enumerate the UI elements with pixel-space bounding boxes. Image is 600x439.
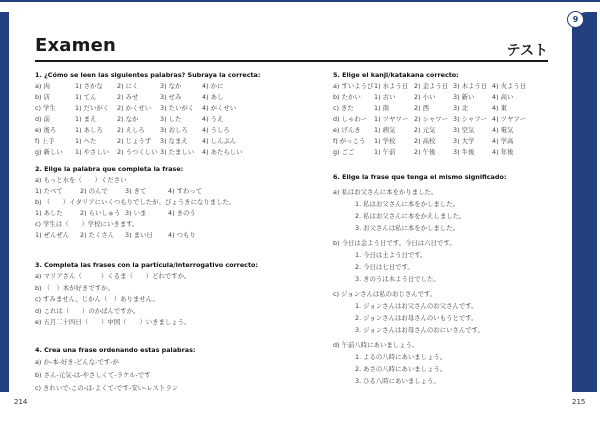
answer-option: 1) たべて bbox=[35, 187, 63, 195]
answer-option: 2) らいしゅう bbox=[80, 209, 121, 217]
q5-table bbox=[333, 81, 581, 158]
answer-option: 4) きのう bbox=[168, 209, 196, 217]
answer-option: 4) うしろ bbox=[202, 126, 230, 134]
answer-option: 1) まえ bbox=[75, 115, 97, 123]
answer-option: 3) いま bbox=[125, 209, 147, 217]
q5-row-label: g) ごご bbox=[333, 148, 355, 156]
answer-option: 3) せみ bbox=[160, 93, 182, 101]
q6-choices bbox=[355, 198, 581, 234]
q5-row-label: e) げんき bbox=[333, 126, 361, 134]
answer-option: 1) 学校 bbox=[374, 137, 396, 145]
answer-option: 2) 金よう日 bbox=[414, 82, 449, 90]
answer-choice: 2. 私はお父さんに本をかえしました。 bbox=[355, 212, 466, 220]
q1-heading: 1. ¿Cómo se leen las siguientes palabras? Subraya la correcta: bbox=[35, 71, 261, 79]
answer-option: 4) 学高 bbox=[492, 137, 514, 145]
answer-option: 2) うつくしい bbox=[117, 148, 158, 156]
answer-option: 3) 空気 bbox=[453, 126, 475, 134]
answer-option: 3) たいがく bbox=[160, 104, 195, 112]
q5-row-label: d) しゃわー bbox=[333, 115, 368, 123]
q6-prompt: d) 午前八時にあいましょう。 bbox=[333, 341, 419, 349]
answer-option: 3) おしろ bbox=[160, 126, 188, 134]
q3-sentence: d) これは（ ）のかばんですか。 bbox=[35, 306, 140, 315]
answer-option: 3) 牛後 bbox=[453, 148, 475, 156]
q2-options bbox=[35, 208, 291, 219]
answer-choice: 3. ひる八時にあいましょう。 bbox=[355, 377, 440, 385]
answer-option: 4) かに bbox=[202, 82, 224, 90]
answer-option: 1) 古い bbox=[374, 93, 396, 101]
q6-item bbox=[333, 186, 581, 234]
answer-option: 2) かくせい bbox=[117, 104, 152, 112]
q3-sentence: a) マリアさん（ ）くるま（ ）どれですか。 bbox=[35, 272, 191, 280]
answer-option: 2) にく bbox=[117, 82, 139, 90]
answer-option: 2) えしろ bbox=[117, 126, 145, 134]
answer-option: 4) 年後 bbox=[492, 148, 514, 156]
answer-option: 4) 電気 bbox=[492, 126, 514, 134]
answer-choice: 1. よるの八時にあいましょう。 bbox=[355, 353, 447, 361]
answer-option: 3) 新い bbox=[453, 93, 475, 101]
q5-row-label: c) きた bbox=[333, 104, 354, 112]
answer-option: 1) へた bbox=[75, 137, 97, 145]
answer-choice: 2. あさの八時にあいましょう。 bbox=[355, 365, 447, 373]
q6-item bbox=[333, 339, 581, 387]
answer-option: 3) 北 bbox=[453, 104, 468, 112]
answer-choice: 1. ジョンさんはお父さんのお父さんです。 bbox=[355, 302, 478, 310]
answer-option: 2) 小い bbox=[414, 93, 436, 101]
answer-option: 3) なか bbox=[160, 82, 182, 90]
answer-option: 4) うえ bbox=[202, 115, 224, 123]
q6-item bbox=[333, 237, 581, 285]
answer-option: 2) じょうず bbox=[117, 137, 152, 145]
answer-option: 2) 西 bbox=[414, 104, 429, 112]
q1-row-label: c) 学生 bbox=[35, 104, 56, 112]
answer-option: 1) てん bbox=[75, 93, 97, 101]
q1-row-label: g) 新しい bbox=[35, 148, 63, 156]
answer-option: 1) あしろ bbox=[75, 126, 103, 134]
page-title-examen: Examen bbox=[35, 35, 117, 56]
answer-option: 1) 午前 bbox=[374, 148, 396, 156]
answer-option: 1) ぜんぜん bbox=[35, 231, 70, 239]
q2-options bbox=[35, 230, 291, 241]
page-number-left: 214 bbox=[14, 398, 28, 406]
q6-heading: 6. Elige la frase que tenga el mismo significado: bbox=[333, 173, 507, 181]
right-page-content bbox=[333, 70, 581, 387]
q1-row-label: d) 前 bbox=[35, 115, 50, 123]
page-number-right: 215 bbox=[572, 398, 586, 406]
q6-choices bbox=[355, 351, 581, 387]
answer-choice: 1. 私はお父さんに本をかしました。 bbox=[355, 200, 459, 208]
q4-section bbox=[35, 345, 291, 395]
q6-prompt: b) 今日は金よう日です。今日は六日です。 bbox=[333, 239, 456, 247]
answer-choice: 2. 今日は七日です。 bbox=[355, 263, 414, 271]
answer-option: 3) した bbox=[160, 115, 182, 123]
q2-prompt: a) もっと水を（ ）ください bbox=[35, 176, 127, 184]
answer-option: 4) あし bbox=[202, 93, 224, 101]
q1-row-label: a) 肉 bbox=[35, 82, 50, 90]
answer-option: 3) きて bbox=[125, 187, 147, 195]
q6-prompt: a) 私はお父さんに本をかりました。 bbox=[333, 188, 438, 196]
q2-heading: 2. Elige la palabra que completa la frase: bbox=[35, 165, 184, 173]
page-title-test: テスト bbox=[506, 43, 548, 59]
left-page-content bbox=[35, 70, 291, 395]
chapter-number: 9 bbox=[572, 15, 579, 24]
answer-option: 1) ツヤワー bbox=[374, 115, 409, 123]
answer-option: 2) のんで bbox=[80, 187, 108, 195]
answer-option: 4) 火よう日 bbox=[492, 82, 527, 90]
q3-section bbox=[35, 260, 291, 329]
answer-option: 3) まい日 bbox=[125, 231, 153, 239]
answer-option: 2) なか bbox=[117, 115, 139, 123]
q6-choices bbox=[355, 300, 581, 336]
answer-option: 4) がくせい bbox=[202, 104, 237, 112]
answer-option: 3) なまえ bbox=[160, 137, 188, 145]
q4-word-list: a) か-本-好き-どんな-です-が bbox=[35, 357, 119, 366]
q5-heading: 5. Elige el kanji/katakana correcto: bbox=[333, 71, 459, 79]
q4-word-list: b) さん-元気-は-やさしくて-ラケル-です bbox=[35, 370, 151, 379]
top-border-rule bbox=[0, 0, 600, 2]
answer-option: 1) あした bbox=[35, 209, 63, 217]
q6-item bbox=[333, 288, 581, 336]
q5-row-label: f) がっこう bbox=[333, 137, 366, 145]
answer-option: 3) たましい bbox=[160, 148, 195, 156]
answer-option: 1) 水よう日 bbox=[374, 82, 409, 90]
answer-choice: 3. ジョンさんはお母さんのおにいさんです。 bbox=[355, 326, 484, 334]
answer-option: 2) 高校 bbox=[414, 137, 436, 145]
answer-option: 2) シャワー bbox=[414, 115, 449, 123]
answer-option: 4) 高い bbox=[492, 93, 514, 101]
answer-option: 3) 木よう日 bbox=[453, 82, 488, 90]
answer-choice: 2. ジョンさんはお母さんのいもうとです。 bbox=[355, 314, 478, 322]
q3-sentence: b) （ ）本が好きですか。 bbox=[35, 283, 114, 292]
answer-option: 4) 東 bbox=[492, 104, 507, 112]
answer-option: 2) みせ bbox=[117, 93, 139, 101]
q3-sentence: e) 五月二十四日（ ）中国（ ）いきましょう。 bbox=[35, 318, 191, 326]
answer-option: 1) だいがく bbox=[75, 104, 110, 112]
answer-option: 1) 病気 bbox=[374, 126, 396, 134]
q6-choices bbox=[355, 249, 581, 285]
answer-option: 2) たくさん bbox=[80, 231, 115, 239]
header-rule bbox=[35, 60, 548, 62]
left-margin-bar bbox=[0, 12, 9, 392]
q1-row-label: e) 後ろ bbox=[35, 126, 57, 134]
answer-choice: 3. お父さんは私に本をかしました。 bbox=[355, 224, 459, 232]
q5-row-label: b) たかい bbox=[333, 93, 361, 101]
answer-option: 4) しんぶん bbox=[202, 137, 237, 145]
chapter-number-badge bbox=[567, 11, 584, 28]
answer-option: 2) 午後 bbox=[414, 148, 436, 156]
answer-option: 4) あたらしい bbox=[202, 148, 243, 156]
answer-choice: 1. 今日は土よう日です。 bbox=[355, 251, 427, 259]
q3-heading: 3. Completa las frases con la partícula/interrogativo correcto: bbox=[35, 261, 258, 269]
q6-prompt: c) ジョンさんは私のおじさんです。 bbox=[333, 290, 437, 298]
answer-option: 4) つもり bbox=[168, 231, 196, 239]
q4-word-list: c) きれいで-この-は-よくて-です-安い-レストラン bbox=[35, 383, 179, 392]
answer-option: 1) やさしい bbox=[75, 148, 110, 156]
q1-row-label: f) 上手 bbox=[35, 137, 55, 145]
q2-prompt: c) 学生は（ ）学校にいきます。 bbox=[35, 220, 139, 228]
q1-row-label: b) 店 bbox=[35, 93, 50, 101]
q2-prompt: b) （ ）イタリアにいくつもりでしたが、びょうきになりました。 bbox=[35, 198, 236, 206]
q1-table bbox=[35, 81, 291, 158]
answer-option: 3) 大学 bbox=[453, 137, 475, 145]
q3-sentence: c) すみません、じかん（ ）ありません。 bbox=[35, 295, 159, 303]
answer-option: 3) シャフー bbox=[453, 115, 487, 123]
answer-option: 4) すわって bbox=[168, 187, 203, 195]
answer-option: 2) 元気 bbox=[414, 126, 436, 134]
answer-choice: 3. きのうは木よう日でした。 bbox=[355, 275, 440, 283]
answer-option: 1) さかな bbox=[75, 82, 103, 90]
answer-option: 4) ツヤフー bbox=[492, 115, 526, 123]
q2-options bbox=[35, 186, 291, 197]
q5-row-label: a) すいようび bbox=[333, 82, 374, 90]
answer-option: 1) 南 bbox=[374, 104, 389, 112]
q4-heading: 4. Crea una frase ordenando estas palabras: bbox=[35, 345, 196, 354]
